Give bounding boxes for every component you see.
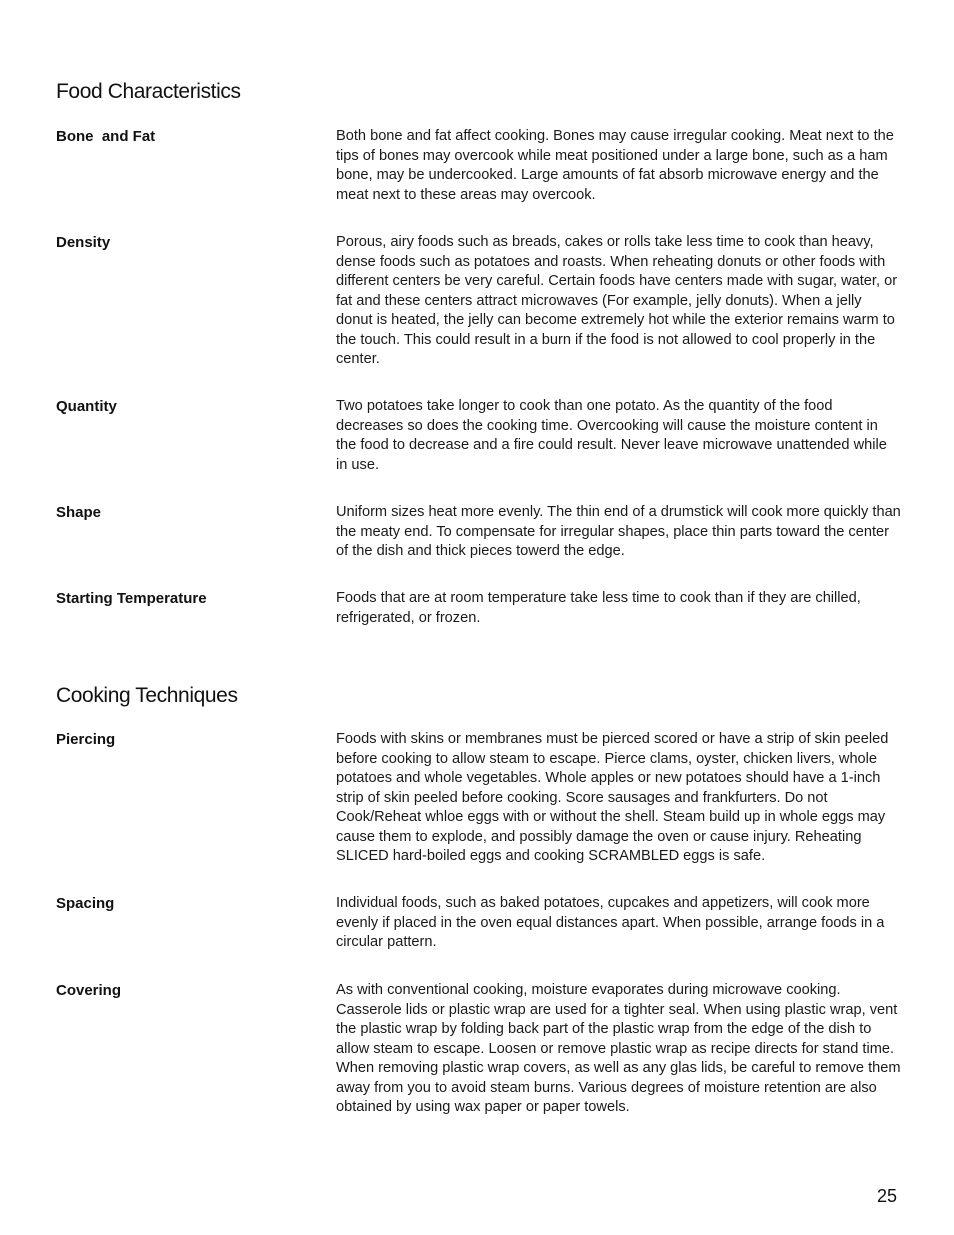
term-label: Density (56, 234, 111, 251)
term-label: Shape (56, 504, 102, 521)
term-description: Foods with skins or membranes must be pierced scored or have a strip of skin peeled before cooking to allow steam to escape. Pierce clams, oyster, chicken livers, whole potatoes and whole vegetables. Whole apples or new potatoes should have a 1-inch strip of skin peeled before cooking. Score sausages and frankfurters. Do not Cook/Reheat whloe eggs with or without the shell. Steam build up in whole eggs may cause them to explode, and possibly damage the oven or cause injury. Reheating SLICED hard-boiled eggs and cooking SCRAMBLED eggs is safe. (336, 731, 889, 864)
term-description: Individual foods, such as baked potatoes, cupcakes and appetizers, will cook more evenly if placed in the oven equal distances apart. When possible, arrange foods in a circular pattern. (336, 895, 885, 950)
term-label: Piercing (56, 731, 116, 748)
term-label: Spacing (56, 895, 115, 912)
term-description: As with conventional cooking, moisture evaporates during microwave cooking. Casserole lids or plastic wrap are used for a tighter seal. When using plastic wrap, vent the plastic wrap by folding back part of the plastic wrap from the edge of the dish to allow steam to escape. Loosen or remove plastic wrap as recipe directs for stand time. When removing plastic wrap covers, as well as any glas lids, be careful to remove them away from you to avoid steam burns. Various degrees of moisture retention are also obtained by using wax paper or paper towels. (336, 982, 901, 1115)
term-label: Starting Temperature (56, 590, 207, 607)
term-description: Porous, airy foods such as breads, cakes or rolls take less time to cook than heavy, dense foods such as potatoes and roasts. When reheating donuts or other foods with different centers be very careful. Certain foods have centers made with sugar, water, or fat and these centers attract microwaves (For example, jelly donuts). When a jelly donut is heated, the jelly can become extremely hot while the exterior remains warm to the touch. This could result in a burn if the food is not allowed to cool properly in the center. (336, 234, 898, 367)
term-description: Foods that are at room temperature take less time to cook than if they are chilled, refrigerated, or frozen. (336, 590, 861, 626)
term-description: Uniform sizes heat more evenly. The thin end of a drumstick will cook more quickly than the meaty end. To compensate for irregular shapes, place thin parts toward the center of the dish and thick pieces towerd the edge. (336, 504, 901, 559)
section-title-food-characteristics: Food Characteristics (56, 80, 241, 103)
term-label: Covering (56, 982, 122, 999)
term-label: Quantity (56, 398, 117, 415)
term-description: Both bone and fat affect cooking. Bones may cause irregular cooking. Meat next to the tips of bones may overcook while meat positioned under a large bone, such as a ham bone, may be undercooked. Large amounts of fat absorb microwave energy and the meat next to these areas may overcook. (336, 128, 894, 203)
term-label: Bone and Fat (56, 128, 156, 145)
section-title-cooking-techniques: Cooking Techniques (56, 684, 238, 707)
term-description: Two potatoes take longer to cook than one potato. As the quantity of the food decreases so does the cooking time. Overcooking will cause the moisture content in the food to decrease and a fire could result. Never leave microwave unattended while in use. (336, 398, 887, 473)
page-number: 25 (876, 1186, 897, 1206)
